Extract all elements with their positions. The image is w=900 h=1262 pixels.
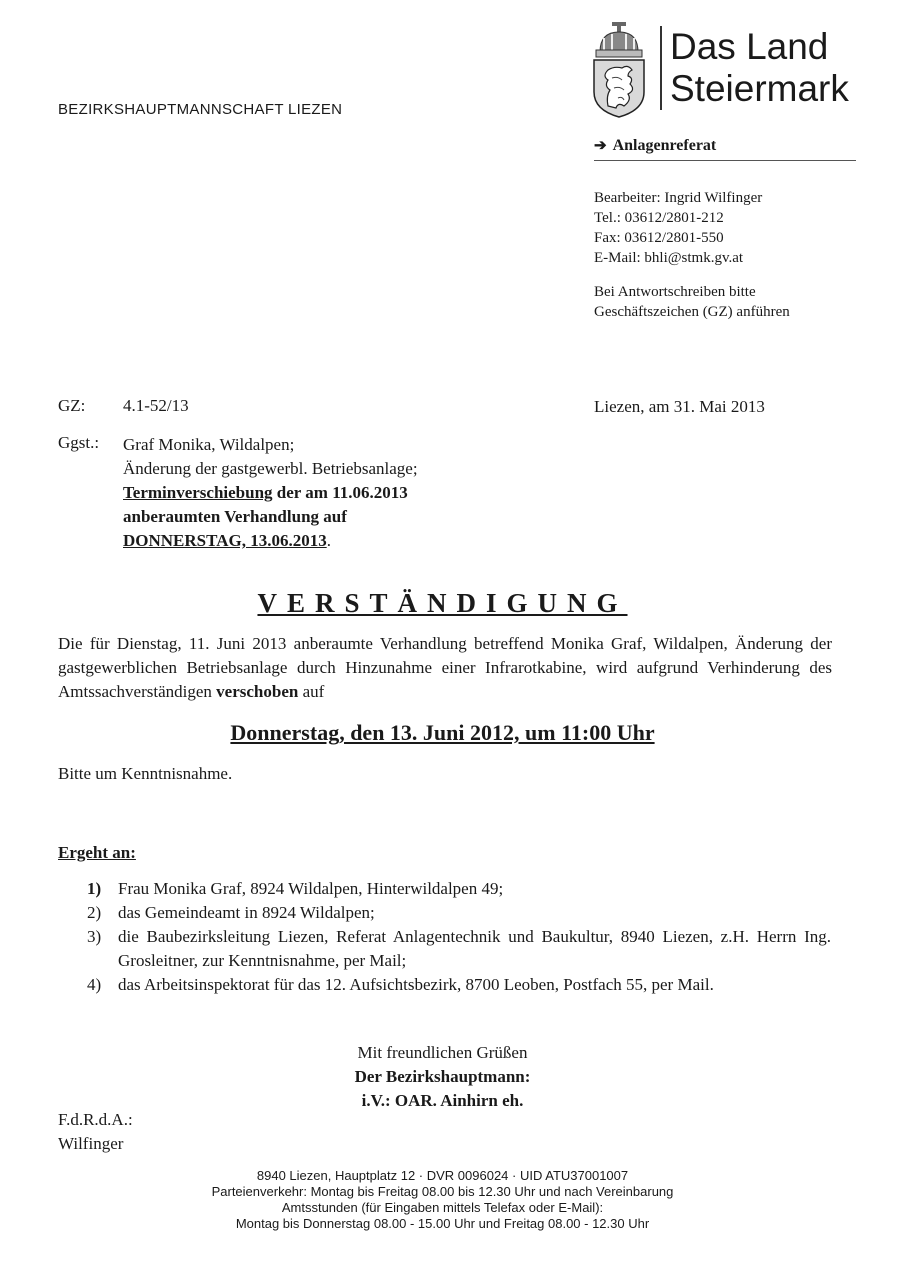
list-item-number: 1) bbox=[87, 879, 102, 898]
reply-note bbox=[594, 282, 790, 322]
reply-note-line-1: Bei Antwortschreiben bitte bbox=[594, 284, 756, 300]
subject-line-3-rest: der am 11.06.2013 bbox=[272, 483, 408, 502]
footer-hours: Montag bis Donnerstag 08.00 - 15.00 Uhr und Freitag 08.00 - 12.30 Uhr bbox=[235, 1216, 650, 1231]
fdrda-label: F.d.R.d.A.: bbox=[58, 1110, 133, 1129]
fax-number: Fax: 03612/2801-550 bbox=[594, 230, 724, 246]
acknowledge-text: Bitte um Kenntnisnahme. bbox=[58, 764, 233, 783]
list-item-number: 3) bbox=[87, 927, 102, 946]
signatory: i.V.: OAR. Ainhirn eh. bbox=[361, 1091, 524, 1110]
styrian-coat-of-arms-icon bbox=[588, 22, 650, 118]
fdrda-name: Wilfinger bbox=[58, 1134, 124, 1153]
list-item-number: 2) bbox=[87, 903, 102, 922]
brand-line-1: Das Land bbox=[670, 26, 829, 67]
brand-logo bbox=[660, 26, 849, 110]
body-text-before: Die für Dienstag, 11. Juni 2013 anberaumte Verhandlung betreffend Monika Graf, Wildalpen, Änderung der gastgewerblichen Betriebsanlage durch Hinzunahme einer Infrarotkabine, wird aufgrund Verhinderung des Amtssachverständigen bbox=[58, 634, 832, 701]
subject-lines bbox=[123, 433, 418, 553]
list-item bbox=[87, 973, 831, 997]
document-title: VERSTÄNDIGUNG bbox=[257, 588, 628, 618]
body-text-bold: verschoben bbox=[216, 682, 299, 701]
closing-block bbox=[0, 1041, 885, 1113]
clerk-name: Bearbeiter: Ingrid Wilfinger bbox=[594, 190, 763, 206]
subject-line-4: anberaumten Verhandlung auf bbox=[123, 507, 347, 526]
subject-line-1: Graf Monika, Wildalpen; bbox=[123, 435, 295, 454]
department-header bbox=[594, 136, 856, 161]
subject-label: Ggst.: bbox=[58, 433, 100, 452]
list-item-number: 4) bbox=[87, 975, 102, 994]
reply-note-line-2: Geschäftszeichen (GZ) anführen bbox=[594, 304, 790, 320]
greeting: Mit freundlichen Grüßen bbox=[357, 1043, 528, 1062]
subject-line-5-end: . bbox=[326, 531, 331, 550]
body-paragraph bbox=[58, 632, 832, 704]
signer-role: Der Bezirkshauptmann: bbox=[354, 1067, 531, 1086]
contact-block bbox=[594, 188, 762, 268]
phone-number: Tel.: 03612/2801-212 bbox=[594, 210, 724, 226]
gz-value: 4.1-52/13 bbox=[123, 396, 189, 415]
footer bbox=[0, 1168, 885, 1232]
list-item bbox=[87, 925, 831, 973]
authority-name: BEZIRKSHAUPTMANNSCHAFT LIEZEN bbox=[58, 101, 343, 118]
list-item bbox=[87, 877, 831, 901]
list-item-text: das Gemeindeamt in 8924 Wildalpen; bbox=[118, 903, 375, 922]
subject-line-2: Änderung der gastgewerbl. Betriebsanlage; bbox=[123, 459, 418, 478]
fdrda-block bbox=[58, 1108, 133, 1156]
footer-office-hours: Parteienverkehr: Montag bis Freitag 08.00 bis 12.30 Uhr und nach Vereinbarung bbox=[211, 1184, 674, 1199]
distribution-title: Ergeht an: bbox=[58, 843, 136, 862]
subject-line-5 bbox=[123, 529, 418, 553]
list-item-text: das Arbeitsinspektorat für das 12. Aufsichtsbezirk, 8700 Leoben, Postfach 55, per Mail. bbox=[118, 975, 714, 994]
list-item-text: die Baubezirksleitung Liezen, Referat Anlagentechnik und Baukultur, 8940 Liezen, z.H. Herrn Ing. Grosleitner, zur Kenntnisnahme, per Mail; bbox=[118, 927, 831, 970]
arrow-right-icon: ➔ bbox=[594, 138, 607, 154]
list-item bbox=[87, 901, 831, 925]
footer-address: 8940 Liezen, Hauptplatz 12 · DVR 0096024 · UID ATU37001007 bbox=[256, 1168, 629, 1183]
place-date: Liezen, am 31. Mai 2013 bbox=[594, 397, 765, 416]
new-appointment-date: Donnerstag, den 13. Juni 2012, um 11:00 Uhr bbox=[230, 720, 655, 745]
brand-line-2: Steiermark bbox=[670, 68, 849, 109]
distribution-list bbox=[87, 877, 831, 997]
subject-reschedule-word: Terminverschiebung bbox=[123, 483, 273, 502]
email-address: E-Mail: bhli@stmk.gv.at bbox=[594, 250, 744, 266]
department-name: Anlagenreferat bbox=[612, 137, 717, 154]
subject-line-3 bbox=[123, 481, 418, 505]
footer-hours-heading: Amtsstunden (für Eingaben mittels Telefax oder E-Mail): bbox=[281, 1200, 604, 1215]
body-text-after: auf bbox=[298, 682, 325, 701]
list-item-text: Frau Monika Graf, 8924 Wildalpen, Hinterwildalpen 49; bbox=[118, 879, 504, 898]
gz-label: GZ: bbox=[58, 396, 86, 415]
subject-new-date: DONNERSTAG, 13.06.2013 bbox=[123, 531, 327, 550]
